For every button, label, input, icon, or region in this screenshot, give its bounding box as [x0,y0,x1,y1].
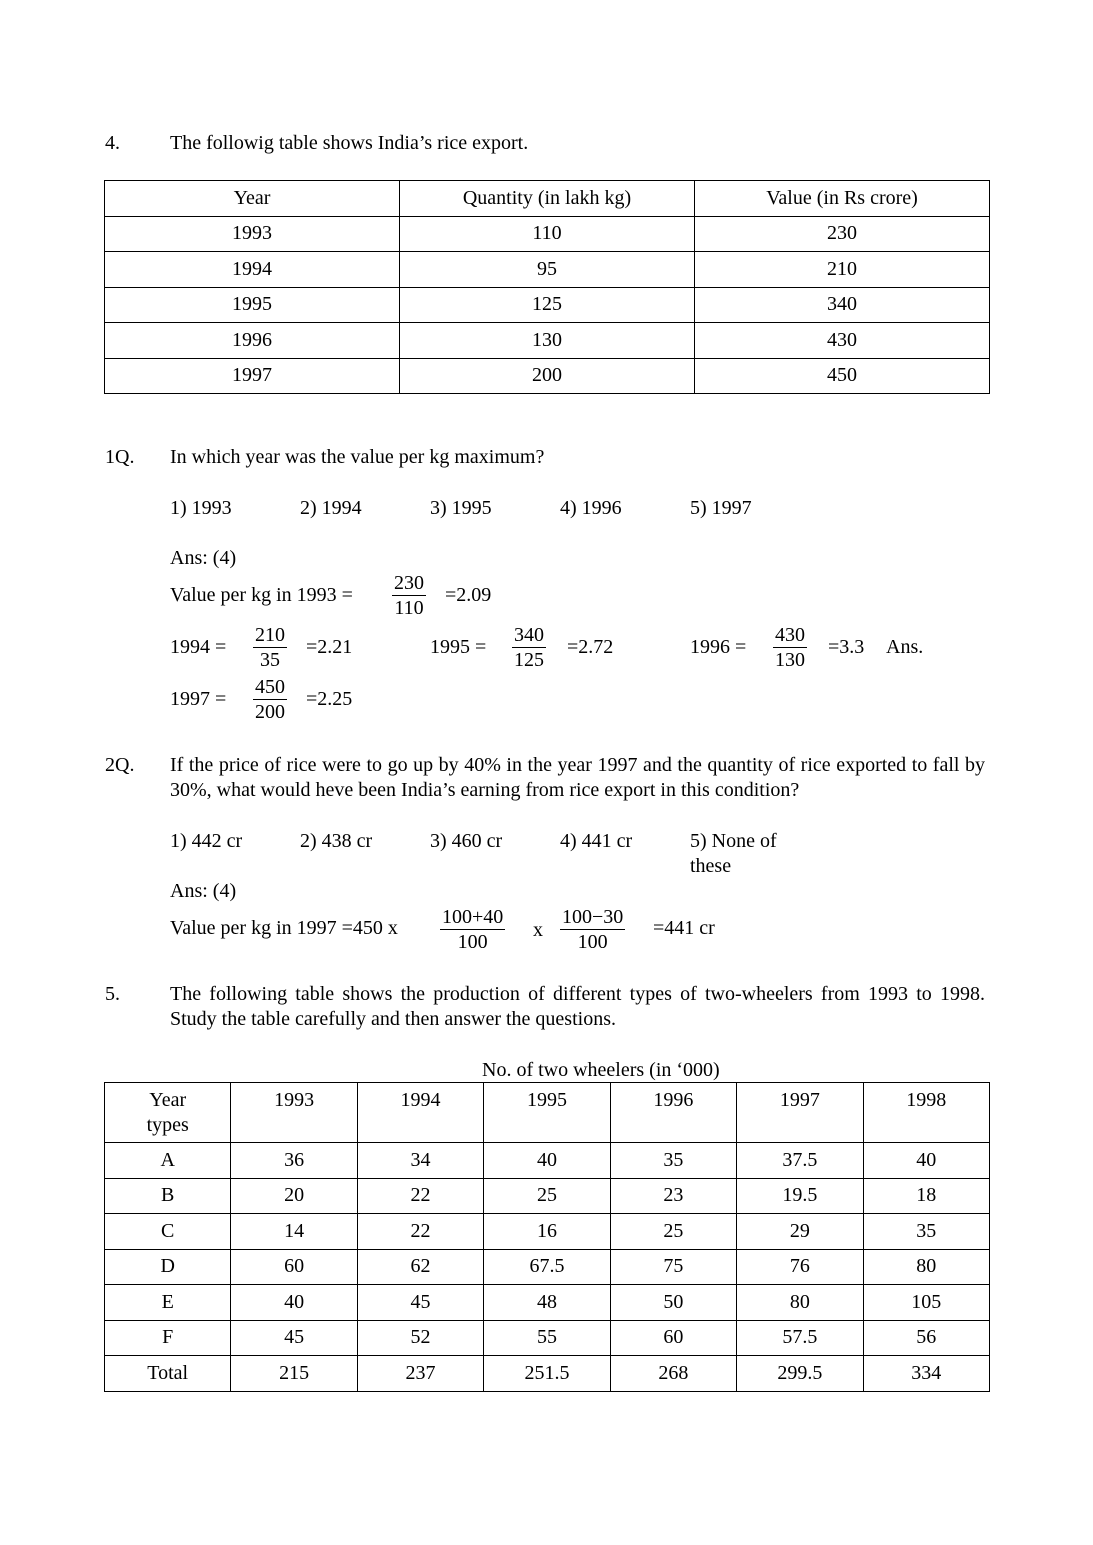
calc-label: Value per kg in 1997 =450 x [170,917,398,939]
numerator: 450 [255,676,285,698]
numerator: 230 [394,572,424,594]
table-cell: 40 [484,1143,610,1179]
table-cell: 35 [610,1143,736,1179]
calc-label: 1997 = [170,688,227,710]
table-cell: 105 [863,1285,989,1321]
table-cell: 19.5 [737,1178,863,1214]
table-cell: 60 [231,1249,357,1285]
rice-export-table [104,180,990,394]
answer-label: Ans: (4) [170,880,237,902]
fraction [560,905,625,955]
table-header-row [105,181,990,217]
option: 5) None of these [690,830,777,877]
table-cell: 210 [695,252,990,288]
corner-line: Year [149,1089,187,1111]
table-cell: 50 [610,1285,736,1321]
option: 3) 1995 [430,497,492,519]
table-cell: 40 [231,1285,357,1321]
corner-line: types [146,1114,189,1136]
fraction [773,623,807,673]
table-cell: 57.5 [737,1320,863,1356]
table-row [105,252,990,288]
row-header: B [105,1178,231,1214]
row-header: A [105,1143,231,1179]
table-header-row [105,1083,990,1143]
row-header: C [105,1214,231,1250]
table-cell: 200 [400,358,695,394]
table-cell: 23 [610,1178,736,1214]
table-cell: 18 [863,1178,989,1214]
numerator: 100+40 [442,906,504,928]
table-cell: 1994 [105,252,400,288]
option: 4) 441 cr [560,830,633,852]
table-cell: 237 [357,1356,483,1392]
row-header: Total [105,1356,231,1392]
row-header: D [105,1249,231,1285]
table-cell: 16 [484,1214,610,1250]
table-cell: 80 [863,1249,989,1285]
table-cell: 45 [231,1320,357,1356]
numerator: 210 [255,624,285,646]
fraction [440,905,505,955]
fraction [253,675,287,725]
section-number: 4. [105,132,120,154]
answer-options [170,829,820,879]
answer-options [170,496,820,521]
table-caption: No. of two wheelers (in ‘000) [482,1059,720,1081]
calc-result: =2.21 [306,636,353,658]
column-header: 1993 [231,1083,357,1143]
calc-result: =441 cr [653,917,715,939]
calc-label: 1996 = [690,636,747,658]
times-sign: x [533,919,543,941]
table-cell: 25 [484,1178,610,1214]
question-text: In which year was the value per kg maximum? [170,446,545,468]
table-row [105,1143,990,1179]
denominator: 35 [260,649,280,671]
numerator: 430 [775,624,805,646]
table-cell: 1993 [105,216,400,252]
table-row [105,1178,990,1214]
denominator: 130 [775,649,805,671]
answer-mark: Ans. [886,636,924,658]
table-cell: 56 [863,1320,989,1356]
table-row [105,1320,990,1356]
section-intro: The followig table shows India’s rice export. [170,132,529,154]
column-header: Value (in Rs crore) [695,181,990,217]
table-total-row [105,1356,990,1392]
table-cell: 1997 [105,358,400,394]
table-cell: 62 [357,1249,483,1285]
table-cell: 60 [610,1320,736,1356]
table-cell: 20 [231,1178,357,1214]
table-cell: 75 [610,1249,736,1285]
table-cell: 37.5 [737,1143,863,1179]
calc-label: 1995 = [430,636,487,658]
numerator: 340 [514,624,544,646]
column-header: 1996 [610,1083,736,1143]
question-number: 1Q. [105,446,135,468]
table-cell: 95 [400,252,695,288]
table-row [105,1285,990,1321]
calc-result: =2.09 [445,584,492,606]
table-cell: 450 [695,358,990,394]
calc-result: =3.3 [828,636,865,658]
calc-result: =2.72 [567,636,614,658]
column-header: 1995 [484,1083,610,1143]
table-cell: 22 [357,1214,483,1250]
option: 2) 1994 [300,497,362,519]
denominator: 100 [457,931,488,953]
table-cell: 1996 [105,323,400,359]
answer-label: Ans: (4) [170,547,237,569]
option: 2) 438 cr [300,830,373,852]
table-cell: 35 [863,1214,989,1250]
table-row [105,323,990,359]
table-cell: 110 [400,216,695,252]
table-cell: 29 [737,1214,863,1250]
table-row [105,358,990,394]
table-cell: 251.5 [484,1356,610,1392]
option: 4) 1996 [560,497,622,519]
option: 3) 460 cr [430,830,503,852]
table-cell: 52 [357,1320,483,1356]
table-cell: 430 [695,323,990,359]
numerator: 100−30 [562,906,624,928]
table-cell: 34 [357,1143,483,1179]
table-row [105,1214,990,1250]
table-row [105,287,990,323]
denominator: 200 [255,701,285,723]
denominator: 100 [577,931,608,953]
table-cell: 55 [484,1320,610,1356]
table-cell: 340 [695,287,990,323]
table-cell: 67.5 [484,1249,610,1285]
table-cell: 45 [357,1285,483,1321]
column-header: 1994 [357,1083,483,1143]
table-cell: 14 [231,1214,357,1250]
denominator: 110 [394,597,424,619]
table-cell: 268 [610,1356,736,1392]
option: 1) 1993 [170,497,232,519]
table-cell: 48 [484,1285,610,1321]
corner-header [105,1083,231,1143]
section-intro: The following table shows the production of different types of two-wheelers from 1993 to 1998. Study the table carefully and then answer the questions. [170,983,985,1030]
denominator: 125 [514,649,544,671]
table-cell: 334 [863,1356,989,1392]
table-row [105,216,990,252]
row-header: F [105,1320,231,1356]
option: 5) 1997 [690,497,752,519]
calc-label: 1994 = [170,636,227,658]
question-number: 2Q. [105,754,135,776]
table-cell: 215 [231,1356,357,1392]
fraction [253,623,287,673]
column-header: Quantity (in lakh kg) [400,181,695,217]
table-cell: 40 [863,1143,989,1179]
row-header: E [105,1285,231,1321]
column-header: 1998 [863,1083,989,1143]
table-cell: 80 [737,1285,863,1321]
question-text: If the price of rice were to go up by 40% in the year 1997 and the quantity of rice exported to fall by 30%, what would heve been India’s earning from rice export in this condition? [170,754,985,801]
table-cell: 1995 [105,287,400,323]
table-cell: 130 [400,323,695,359]
table-cell: 22 [357,1178,483,1214]
table-cell: 25 [610,1214,736,1250]
table-row [105,1249,990,1285]
column-header: Year [105,181,400,217]
two-wheeler-table [104,1082,990,1392]
fraction [392,571,426,621]
table-cell: 125 [400,287,695,323]
option: 1) 442 cr [170,830,243,852]
table-cell: 299.5 [737,1356,863,1392]
table-cell: 230 [695,216,990,252]
calc-label: Value per kg in 1993 = [170,584,353,606]
table-cell: 76 [737,1249,863,1285]
table-cell: 36 [231,1143,357,1179]
column-header: 1997 [737,1083,863,1143]
fraction [512,623,546,673]
section-number: 5. [105,983,120,1005]
calc-result: =2.25 [306,688,353,710]
